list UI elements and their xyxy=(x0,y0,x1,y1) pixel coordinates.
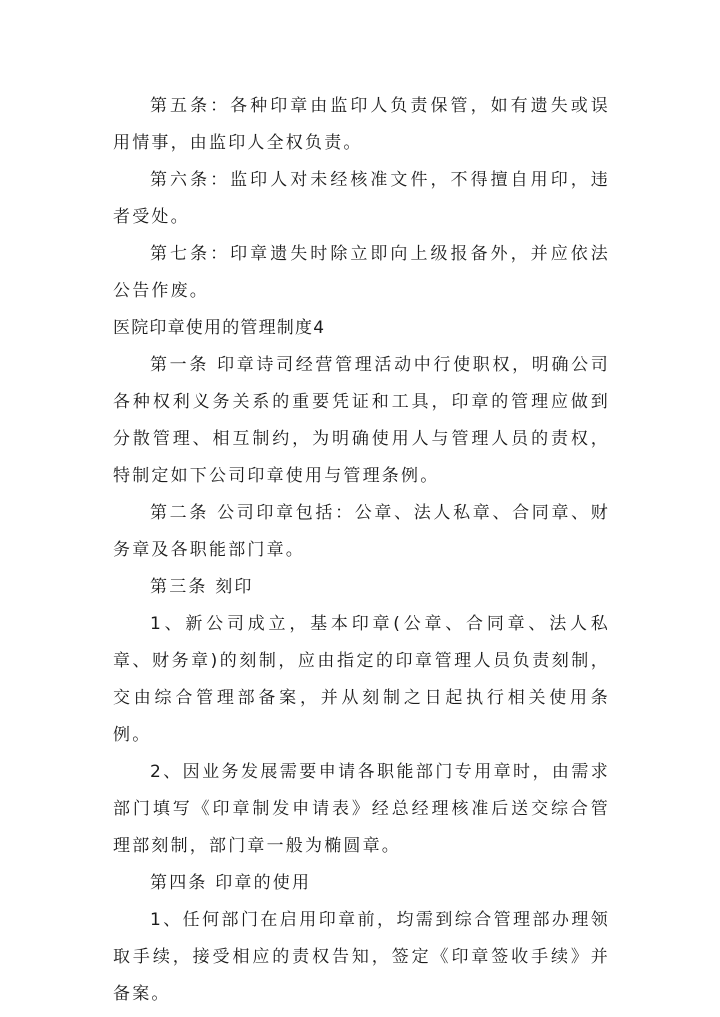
section-heading: 医院印章使用的管理制度4 xyxy=(113,318,326,338)
paragraph-article-7: 第七条：印章遗失时除立即向上级报备外，并应依法公告作废。 xyxy=(113,244,610,301)
paragraph-article-3-heading: 第三条 刻印 xyxy=(150,577,254,597)
paragraph-article-1: 第一条 印章诗司经营管理活动中行使职权，明确公司各种权利义务关系的重要凭证和工具，印章的管理应做到分散管理、相互制约，为明确使用人与管理人员的责权，特制定如下公司印章使用与管理条例。 xyxy=(113,355,610,486)
paragraph-article-3-item-2: 2、因业务发展需要申请各职能部门专用章时，由需求部门填写《印章制发申请表》经总经理核准后送交综合管理部刻制，部门章一般为椭圆章。 xyxy=(113,762,610,856)
paragraph-article-4-item-1: 1、任何部门在启用印章前，均需到综合管理部办理领取手续，接受相应的责权告知，签定《印章签收手续》并备案。 xyxy=(113,910,610,1004)
document-body xyxy=(113,88,610,1013)
paragraph-article-6: 第六条：监印人对未经核准文件，不得擅自用印，违者受处。 xyxy=(113,170,610,227)
paragraph-article-2: 第二条 公司印章包括：公章、法人私章、合同章、财务章及各职能部门章。 xyxy=(113,503,610,560)
paragraph-article-3-item-1: 1、新公司成立，基本印章(公章、合同章、法人私章、财务章)的刻制，应由指定的印章管理人员负责刻制，交由综合管理部备案，并从刻制之日起执行相关使用条例。 xyxy=(113,614,610,745)
paragraph-article-5: 第五条：各种印章由监印人负责保管，如有遗失或误用情事，由监印人全权负责。 xyxy=(113,96,610,153)
paragraph-article-4-heading: 第四条 印章的使用 xyxy=(150,873,312,893)
